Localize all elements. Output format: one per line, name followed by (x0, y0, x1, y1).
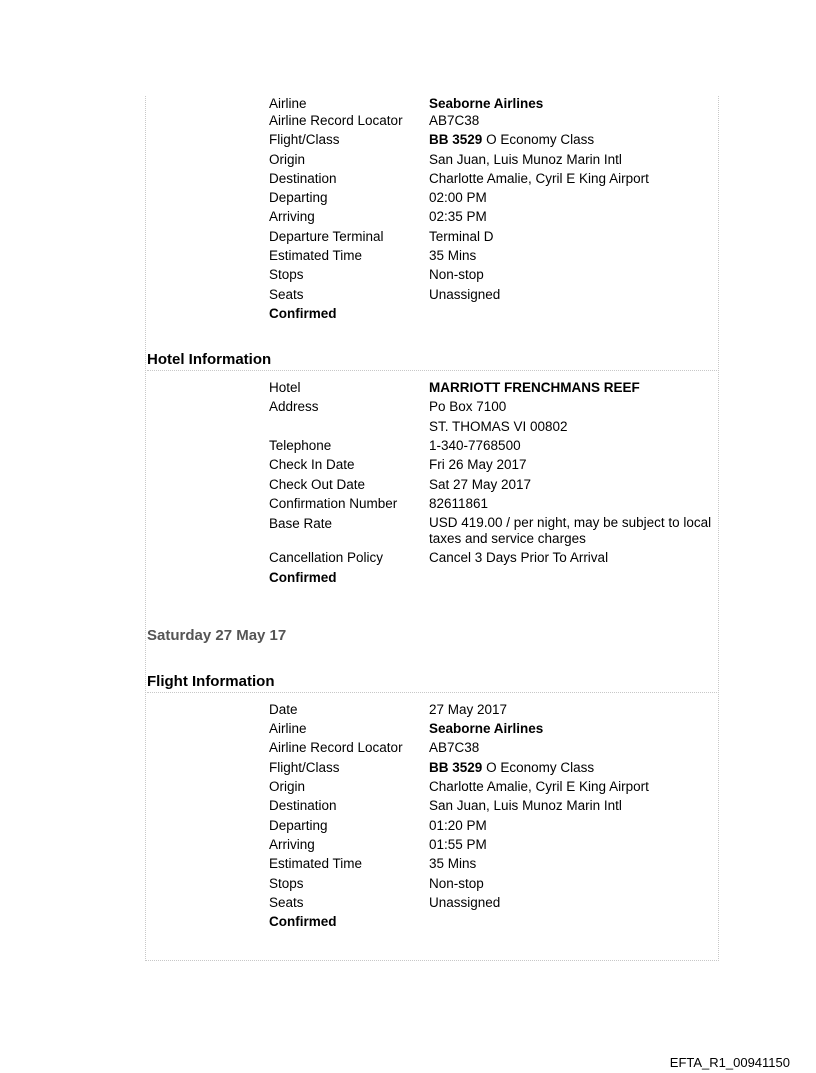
detail-value: USD 419.00 / per night, may be subject to local taxes and service charges (429, 515, 712, 546)
detail-label: Seats (269, 287, 304, 302)
detail-value: 02:35 PM (429, 209, 487, 224)
flight-number: BB 3529 (429, 132, 483, 147)
detail-label: Origin (269, 152, 306, 167)
detail-value: Po Box 7100 (429, 399, 507, 414)
detail-label: Departing (269, 818, 328, 833)
detail-label: Destination (269, 171, 337, 186)
flight-number: BB 3529 (429, 760, 483, 775)
detail-label: Estimated Time (269, 248, 363, 263)
hotel-name-value: MARRIOTT FRENCHMANS REEF (429, 380, 640, 395)
detail-label: Flight/Class (269, 132, 340, 147)
flight-class-value (429, 758, 594, 777)
detail-label: Estimated Time (269, 856, 363, 871)
detail-value: 35 Mins (429, 248, 477, 263)
status-confirmed: Confirmed (269, 306, 337, 321)
detail-label: Departing (269, 190, 328, 205)
detail-value: 02:00 PM (429, 190, 487, 205)
detail-label: Airline (269, 96, 307, 111)
detail-value: Cancel 3 Days Prior To Arrival (429, 550, 609, 565)
detail-label: Origin (269, 779, 306, 794)
detail-label: Base Rate (269, 516, 333, 531)
section-heading-flight: Flight Information (147, 672, 717, 693)
detail-label: Cancellation Policy (269, 550, 384, 565)
status-confirmed: Confirmed (269, 914, 337, 929)
detail-label: Check In Date (269, 457, 355, 472)
detail-value: Sat 27 May 2017 (429, 477, 532, 492)
detail-label: Airline Record Locator (269, 113, 403, 128)
detail-label: Arriving (269, 837, 315, 852)
detail-value: Fri 26 May 2017 (429, 457, 527, 472)
detail-value: 01:55 PM (429, 837, 487, 852)
detail-value: San Juan, Luis Munoz Marin Intl (429, 152, 622, 167)
detail-value: 82611861 (429, 496, 489, 511)
detail-label: Arriving (269, 209, 315, 224)
detail-value: Non-stop (429, 267, 484, 282)
detail-label: Departure Terminal (269, 229, 384, 244)
detail-value: 1-340-7768500 (429, 438, 521, 453)
detail-value: Unassigned (429, 895, 501, 910)
class-value: O Economy Class (486, 132, 595, 147)
detail-value: ST. THOMAS VI 00802 (429, 419, 568, 434)
detail-label: Check Out Date (269, 477, 366, 492)
detail-label: Confirmation Number (269, 496, 398, 511)
detail-label: Destination (269, 798, 337, 813)
detail-label: Address (269, 399, 319, 414)
document-id-footer: EFTA_R1_00941150 (669, 1055, 790, 1070)
detail-value: San Juan, Luis Munoz Marin Intl (429, 798, 622, 813)
flight-class-value (429, 130, 594, 149)
detail-value: Non-stop (429, 876, 484, 891)
detail-value: 01:20 PM (429, 818, 487, 833)
detail-value: AB7C38 (429, 113, 480, 128)
detail-value: Charlotte Amalie, Cyril E King Airport (429, 171, 649, 186)
detail-label: Airline Record Locator (269, 740, 403, 755)
class-value: O Economy Class (486, 760, 595, 775)
detail-value: 35 Mins (429, 856, 477, 871)
detail-label: Stops (269, 267, 304, 282)
airline-value: Seaborne Airlines (429, 721, 544, 736)
status-confirmed: Confirmed (269, 570, 337, 585)
detail-value: Terminal D (429, 229, 494, 244)
day-heading: Saturday 27 May 17 (147, 627, 287, 644)
detail-label: Date (269, 702, 298, 717)
detail-label: Hotel (269, 380, 301, 395)
detail-value: Charlotte Amalie, Cyril E King Airport (429, 779, 649, 794)
detail-value: Unassigned (429, 287, 501, 302)
airline-value: Seaborne Airlines (429, 96, 544, 111)
detail-label: Telephone (269, 438, 332, 453)
detail-label: Airline (269, 721, 307, 736)
detail-value: AB7C38 (429, 740, 480, 755)
detail-label: Seats (269, 895, 304, 910)
detail-label: Stops (269, 876, 304, 891)
detail-value: 27 May 2017 (429, 702, 508, 717)
detail-label: Flight/Class (269, 760, 340, 775)
section-heading-hotel: Hotel Information (147, 350, 717, 371)
